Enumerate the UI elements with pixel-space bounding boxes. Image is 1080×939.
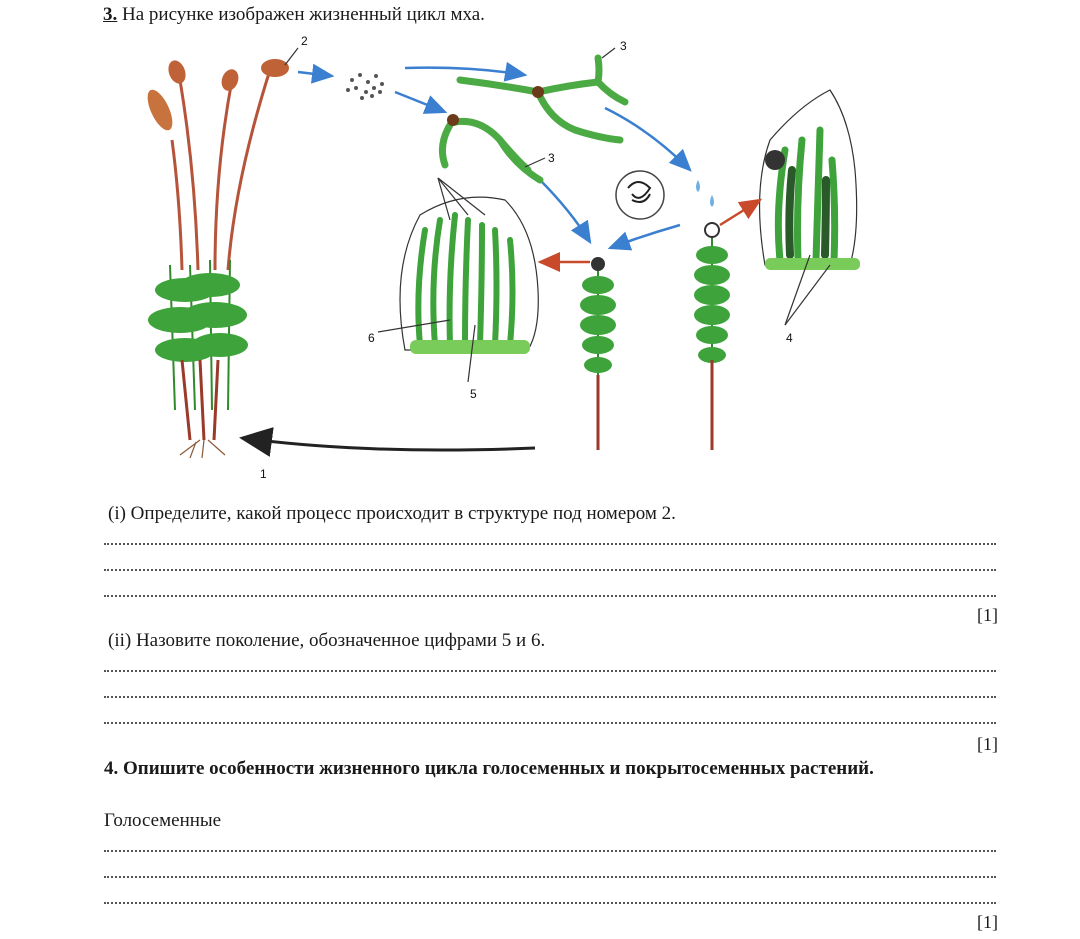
question-3-text: На рисунке изображен жизненный цикл мха. — [122, 4, 485, 25]
answer-line[interactable] — [104, 543, 996, 545]
question-3-title — [103, 4, 485, 26]
answer-line[interactable] — [104, 696, 996, 698]
gymnosperms-subheading: Голосеменные — [104, 810, 222, 831]
answer-line[interactable] — [104, 670, 996, 672]
mark-sub-i: [1] — [977, 605, 998, 625]
sporophyte-plant — [143, 58, 289, 458]
moss-life-cycle-figure — [120, 30, 980, 495]
figure-label-3-mid: 3 — [548, 151, 555, 165]
antheridia-inset — [400, 197, 538, 354]
archegonia-inset — [760, 90, 860, 270]
answer-line[interactable] — [104, 569, 996, 571]
return-arrow — [242, 438, 535, 450]
female-gametophyte — [580, 257, 616, 450]
sub-question-i: (i) Определите, какой процесс происходит в структуре под номером 2. — [108, 503, 676, 524]
figure-label-4: 4 — [786, 331, 793, 345]
sub-question-ii: (ii) Назовите поколение, обозначенное цифрами 5 и 6. — [108, 630, 546, 651]
answer-line[interactable] — [104, 850, 996, 852]
answer-line[interactable] — [104, 876, 996, 878]
question-4-title: 4. Опишите особенности жизненного цикла голосеменных и покрытосеменных растений. — [104, 758, 874, 779]
sperm-inset — [616, 171, 664, 219]
male-gametophyte — [694, 180, 730, 450]
answer-line[interactable] — [104, 595, 996, 597]
moss-life-cycle-illustration — [120, 30, 980, 495]
figure-label-5: 5 — [470, 387, 477, 401]
spores — [346, 73, 384, 100]
mark-sub-ii: [1] — [977, 734, 998, 754]
mark-question-4: [1] — [977, 912, 998, 932]
figure-label-6: 6 — [368, 331, 375, 345]
answer-line[interactable] — [104, 902, 996, 904]
figure-label-2: 2 — [301, 34, 308, 48]
figure-label-1: 1 — [260, 467, 267, 481]
figure-label-3-top: 3 — [620, 39, 627, 53]
answer-line[interactable] — [104, 722, 996, 724]
protonema — [442, 58, 625, 180]
question-3-number: 3. — [103, 4, 118, 25]
